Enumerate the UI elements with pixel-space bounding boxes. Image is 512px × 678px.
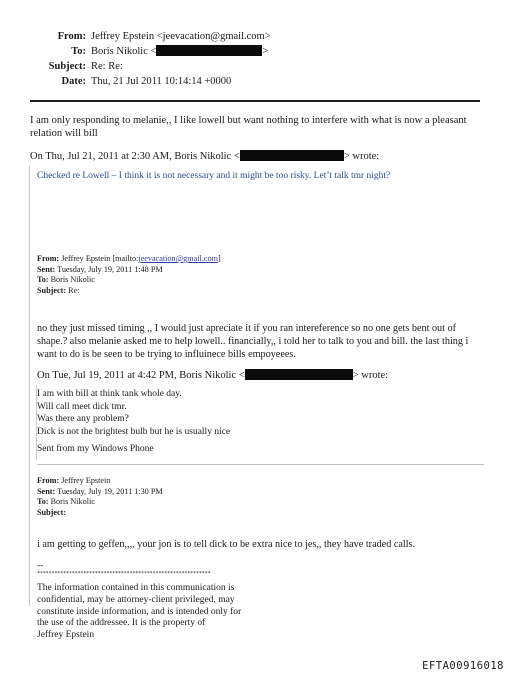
forward-2-from-row <box>37 476 337 487</box>
forward-1-subject-row <box>37 286 337 297</box>
quote-1-prefix: On Thu, Jul 21, 2011 at 2:30 AM, Boris Nikolic < <box>30 151 240 162</box>
disclaimer-line: the use of the addressee. It is the property of <box>37 618 206 629</box>
disclaimer-line: The information contained in this communication is <box>37 583 235 593</box>
message-1-line-2: relation will bill <box>30 128 98 139</box>
quote-2-line: Will call meet dick tmr. <box>37 401 127 412</box>
header-divider <box>30 100 480 102</box>
quote-1-suffix: > wrote: <box>343 151 380 162</box>
header-to-value <box>91 45 268 59</box>
forward-2-from-value: Jeffrey Epstein <box>61 476 111 485</box>
forward-1-from-value: Jeffrey Epstein [mailto: <box>61 254 139 263</box>
message-2-line-2: shape.? also melanie asked me to help lowell.. financially,, i told her to talk to you and bill. the last thing i <box>37 336 469 347</box>
document-id: EFTA00916018 <box>422 660 504 672</box>
quote-2-prefix: On Tue, Jul 19, 2011 at 4:42 PM, Boris Nikolic < <box>37 370 245 381</box>
header-from-label: From: <box>57 31 86 42</box>
forward-1-sent-label: Sent: <box>37 264 56 274</box>
message-2-line-3: want to do is be seen to be trying to influinece bills empoyeees. <box>37 349 296 360</box>
quote-2-line: Was there any problem? <box>37 414 129 424</box>
disclaimer-line: constitute inside information, and is intended only for <box>37 606 242 617</box>
header-to-label: To: <box>71 46 86 57</box>
forward-1-from-label: From: <box>37 254 60 263</box>
quote-2-body <box>37 388 337 438</box>
header-subject-value: Re: Re: <box>91 61 123 72</box>
quote-2-suffix: > wrote: <box>352 370 389 381</box>
forward-2-sent-row <box>37 487 337 498</box>
quote-2-line: I am with bill at think tank whole day. <box>37 389 182 399</box>
quote-1-bar <box>29 166 30 606</box>
forward-1-to-value: Boris Nikolic <box>50 275 95 284</box>
forward-2-to-row <box>37 497 337 508</box>
quote-2-signature: Sent from my Windows Phone <box>37 444 154 454</box>
forward-1-email-link[interactable]: jeevacation@gmail.com <box>138 254 218 263</box>
forward-2-subject-row <box>37 508 337 519</box>
forward-1-sent-row <box>37 265 337 276</box>
forward-1-subject-value: Re: <box>68 285 80 295</box>
forward-2-from-label: From: <box>37 476 60 485</box>
forward-2-divider <box>37 464 484 465</box>
header-subject-label: Subject: <box>48 61 86 72</box>
quote-1-body: Checked re Lowell – I think it is not necessary and it might be too risky. Let’t talk tmr night? <box>37 171 391 181</box>
message-1-line-1: I am only responding to melanie,, I like lowell but want nothing to interfere with what is now a pleasant <box>30 115 467 126</box>
message-3: i am getting to geffen,,,, your jon is to tell dick to be extra nice to jes,, they have traded calls. <box>37 539 416 550</box>
forward-1-sent-value: Tuesday, July 19, 2011 1:48 PM <box>57 264 163 274</box>
forward-2-subject-label: Subject: <box>37 507 67 517</box>
forward-2-header <box>37 476 337 518</box>
email-header <box>0 30 512 92</box>
disclaimer-text <box>37 583 337 642</box>
disclaimer-line: confidential, may be attorney-client privileged, may <box>37 594 235 605</box>
message-1 <box>30 114 490 140</box>
forward-2-sent-value: Tuesday, July 19, 2011 1:30 PM <box>57 486 163 496</box>
forward-1-to-label: To: <box>37 275 49 284</box>
message-2-line-1: no they just missed timing ,, I would just apreciate it if you ran intereference so no one gets bent out of <box>37 323 457 334</box>
redaction-box <box>245 369 353 380</box>
forward-2-sent-label: Sent: <box>37 486 56 496</box>
forward-1-from-close: ] <box>217 254 221 263</box>
forward-1-header <box>37 254 337 296</box>
redaction-box <box>156 45 262 56</box>
header-date-label: Date: <box>61 76 86 87</box>
header-to-suffix: > <box>262 46 269 57</box>
forward-2-to-value: Boris Nikolic <box>50 497 95 506</box>
quote-2-attribution <box>37 369 388 382</box>
forward-2-to-label: To: <box>37 497 49 506</box>
quote-2-line: Dick is not the brightest bulb but he is usually nice <box>37 426 231 437</box>
header-from-value: Jeffrey Epstein <jeevacation@gmail.com> <box>91 31 271 42</box>
message-2 <box>37 322 497 361</box>
header-date-value: Thu, 21 Jul 2011 10:14:14 +0000 <box>91 76 232 87</box>
header-to-prefix: Boris Nikolic < <box>91 46 157 57</box>
disclaimer-dashes: -- <box>37 561 44 571</box>
disclaimer-line: Jeffrey Epstein <box>37 630 95 641</box>
disclaimer-stars: ************************************************************ <box>37 571 211 577</box>
forward-1-subject-label: Subject: <box>37 285 67 295</box>
quote-1-attribution <box>30 150 379 163</box>
redaction-box <box>240 150 344 161</box>
forward-1-from-row <box>37 254 337 265</box>
forward-1-to-row <box>37 275 337 286</box>
